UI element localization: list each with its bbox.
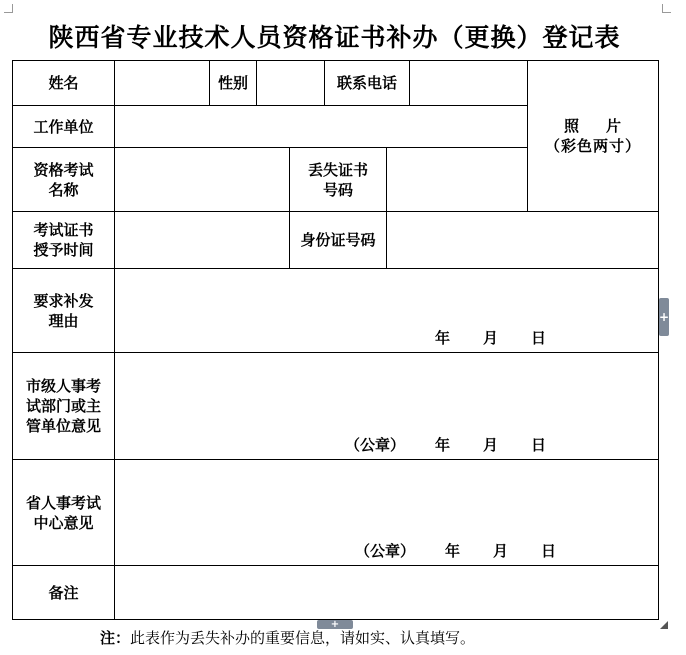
cert-date-label-line2: 授予时间 bbox=[33, 241, 94, 259]
province-year: 年 bbox=[445, 542, 461, 560]
province-opinion-value-cell[interactable] bbox=[115, 460, 659, 566]
employer-label: 工作单位 bbox=[13, 106, 115, 148]
reason-value-cell[interactable] bbox=[115, 269, 659, 353]
footnote-text: 此表作为丢失补办的重要信息，请如实、认真填写。 bbox=[130, 629, 476, 647]
city-opinion-label-line3: 管单位意见 bbox=[25, 417, 101, 435]
lost-cert-label-line1: 丢失证书 bbox=[307, 160, 368, 179]
page-title: 陕西省专业技术人员资格证书补办（更换）登记表 bbox=[48, 23, 621, 52]
page-corner-mark bbox=[4, 4, 13, 13]
city-month: 月 bbox=[483, 436, 499, 454]
employer-value-cell[interactable] bbox=[115, 106, 528, 148]
reason-label-line1: 要求补发 bbox=[33, 291, 94, 310]
province-opinion-label-line1: 省人事考试 bbox=[25, 493, 101, 512]
cert-date-label bbox=[13, 212, 115, 269]
exam-name-label-line2: 名称 bbox=[48, 180, 79, 199]
photo-label-b: 片 bbox=[606, 117, 623, 135]
cert-date-value-cell[interactable] bbox=[115, 212, 290, 269]
name-value-cell[interactable] bbox=[115, 61, 210, 106]
photo-label-a: 照 bbox=[564, 117, 581, 135]
reason-label-line2: 理由 bbox=[48, 311, 79, 330]
province-seal: （公章） bbox=[355, 542, 416, 560]
reason-label bbox=[13, 269, 115, 353]
photo-placeholder bbox=[528, 61, 659, 212]
city-day: 日 bbox=[531, 436, 547, 454]
cert-date-label-line1: 考试证书 bbox=[33, 221, 94, 239]
id-label: 身份证号码 bbox=[290, 212, 387, 269]
exam-name-label-line1: 资格考试 bbox=[33, 160, 94, 179]
plus-icon: + bbox=[659, 310, 670, 324]
exam-name-value-cell[interactable] bbox=[115, 148, 290, 212]
province-day: 日 bbox=[541, 542, 557, 560]
photo-size-label: （彩色两寸） bbox=[545, 137, 642, 155]
plus-icon: + bbox=[330, 619, 340, 630]
city-opinion-label bbox=[13, 353, 115, 460]
table-insert-column-handle[interactable] bbox=[659, 298, 669, 336]
lost-cert-value-cell[interactable] bbox=[387, 148, 528, 212]
footnote bbox=[100, 627, 475, 649]
lost-cert-label-line2: 号码 bbox=[322, 180, 353, 199]
city-seal: （公章） bbox=[345, 436, 406, 454]
phone-label: 联系电话 bbox=[325, 61, 410, 106]
gender-label: 性别 bbox=[210, 61, 257, 106]
province-opinion-label bbox=[13, 460, 115, 566]
city-opinion-label-line1: 市级人事考 bbox=[25, 377, 101, 395]
province-month: 月 bbox=[493, 542, 509, 560]
name-label: 姓名 bbox=[13, 61, 115, 106]
reason-year: 年 bbox=[435, 329, 451, 347]
lost-cert-label bbox=[290, 148, 387, 212]
gender-value-cell[interactable] bbox=[257, 61, 325, 106]
remark-label: 备注 bbox=[13, 566, 115, 620]
remark-value-cell[interactable] bbox=[115, 566, 659, 620]
city-year: 年 bbox=[435, 436, 451, 454]
city-opinion-label-line2: 试部门或主 bbox=[25, 397, 101, 415]
phone-value-cell[interactable] bbox=[410, 61, 528, 106]
city-opinion-value-cell[interactable] bbox=[115, 353, 659, 460]
reason-month: 月 bbox=[483, 329, 499, 347]
registration-form-table bbox=[12, 60, 659, 620]
page-corner-mark bbox=[662, 4, 671, 13]
footnote-prefix: 注： bbox=[100, 629, 131, 647]
reason-day: 日 bbox=[531, 329, 547, 347]
id-value-cell[interactable] bbox=[387, 212, 659, 269]
exam-name-label bbox=[13, 148, 115, 212]
table-resize-grip[interactable] bbox=[660, 621, 668, 629]
province-opinion-label-line2: 中心意见 bbox=[33, 513, 94, 532]
